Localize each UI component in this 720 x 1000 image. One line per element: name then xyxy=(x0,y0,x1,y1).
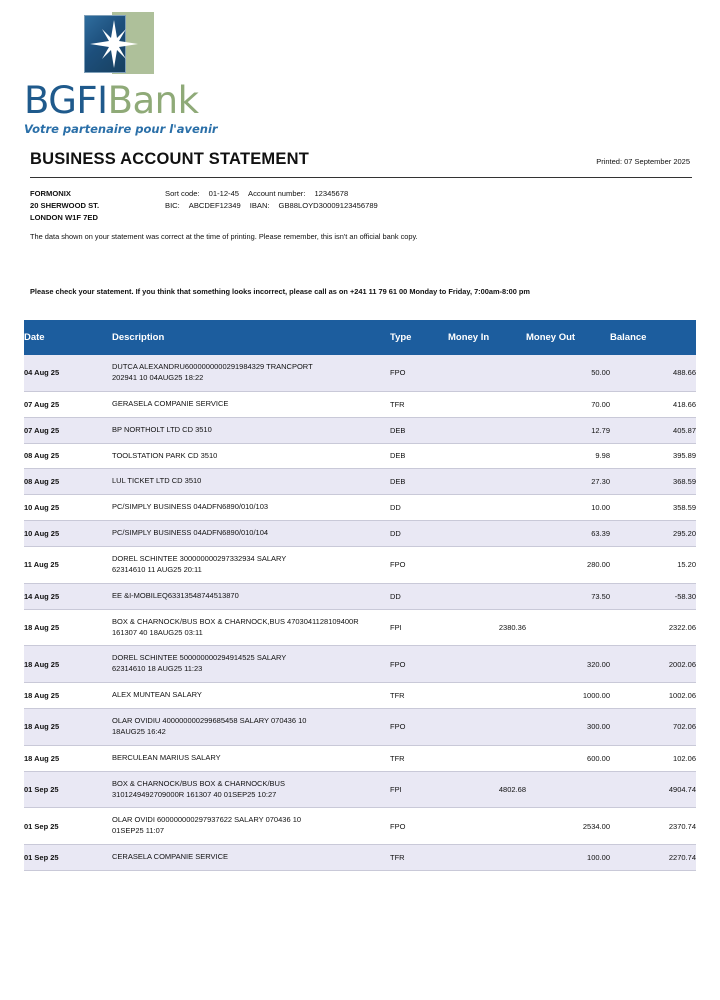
cell-money-in xyxy=(448,845,526,871)
cell-type: FPI xyxy=(390,609,448,646)
cell-date: 07 Aug 25 xyxy=(24,391,112,417)
printing-notice: The data shown on your statement was correct at the time of printing. Please remember, this isn't an official bank copy. xyxy=(30,232,418,241)
title-row xyxy=(30,150,690,169)
table-header-row xyxy=(24,320,696,355)
description-line-1: PC/SIMPLY BUSINESS 04ADFN6890/010/104 xyxy=(112,528,269,538)
table-row[interactable] xyxy=(24,391,696,417)
table-body xyxy=(24,355,696,871)
cell-type: FPO xyxy=(390,709,448,746)
table-row[interactable] xyxy=(24,845,696,871)
description-line-1: TOOLSTATION PARK CD 3510 xyxy=(112,450,218,460)
cell-money-out: 600.00 xyxy=(526,745,610,771)
cell-type: TFR xyxy=(390,845,448,871)
column-header-description[interactable]: Description xyxy=(112,320,390,355)
table-header xyxy=(24,320,696,355)
table-row[interactable] xyxy=(24,709,696,746)
cell-balance: 488.66 xyxy=(610,355,696,391)
cell-balance: 4904.74 xyxy=(610,771,696,808)
table-row[interactable] xyxy=(24,417,696,443)
cell-description xyxy=(112,495,390,521)
logo-primary-text: BGFI xyxy=(24,79,108,122)
logo-mark xyxy=(74,12,166,76)
description-line-1: DOREL SCHINTEE 300000000297332934 SALARY xyxy=(112,554,287,563)
cell-money-in xyxy=(448,469,526,495)
cell-date: 08 Aug 25 xyxy=(24,469,112,495)
cell-date: 01 Sep 25 xyxy=(24,771,112,808)
cell-balance: 358.59 xyxy=(610,495,696,521)
cell-date: 07 Aug 25 xyxy=(24,417,112,443)
transactions-table xyxy=(24,320,696,871)
cell-money-out: 280.00 xyxy=(526,547,610,584)
bank-logo xyxy=(24,12,324,136)
cell-balance: 2370.74 xyxy=(610,808,696,845)
cell-money-out: 320.00 xyxy=(526,646,610,683)
cell-money-out: 12.79 xyxy=(526,417,610,443)
cell-money-out: 300.00 xyxy=(526,709,610,746)
cell-money-in xyxy=(448,417,526,443)
cell-date: 10 Aug 25 xyxy=(24,521,112,547)
cell-type: DEB xyxy=(390,443,448,469)
account-identifiers xyxy=(165,188,387,223)
cell-money-in xyxy=(448,583,526,609)
cell-type: TFR xyxy=(390,683,448,709)
iban-label: IBAN: xyxy=(249,200,270,210)
cell-type: TFR xyxy=(390,391,448,417)
cell-date: 01 Sep 25 xyxy=(24,845,112,871)
description-line-1: BOX & CHARNOCK/BUS BOX & CHARNOCK/BUS xyxy=(112,778,285,788)
cell-type: FPO xyxy=(390,547,448,584)
cell-description xyxy=(112,355,390,391)
account-number-label: Account number: xyxy=(248,189,306,198)
description-line-1: EE &I-MOBILEQ63313548744513870 xyxy=(112,590,239,600)
description-line-1: BERCULEAN MARIUS SALARY xyxy=(112,752,221,762)
cell-date: 18 Aug 25 xyxy=(24,709,112,746)
cell-money-in xyxy=(448,495,526,521)
column-header-money-out[interactable]: Money Out xyxy=(526,320,610,355)
cell-balance: 395.89 xyxy=(610,443,696,469)
table-row[interactable] xyxy=(24,495,696,521)
cell-money-in xyxy=(448,646,526,683)
table-row[interactable] xyxy=(24,609,696,646)
cell-description xyxy=(112,443,390,469)
cell-balance: 15.20 xyxy=(610,547,696,584)
description-line-2: 3101249492709000R 161307 40 01SEP25 10:27 xyxy=(112,789,277,799)
cell-type: FPI xyxy=(390,771,448,808)
column-header-money-in[interactable]: Money In xyxy=(448,320,526,355)
account-holder-address xyxy=(30,188,165,223)
cell-description xyxy=(112,646,390,683)
cell-balance: 405.87 xyxy=(610,417,696,443)
cell-money-out xyxy=(526,771,610,808)
description-line-2: 18AUG25 16:42 xyxy=(112,726,166,736)
description-line-2: 01SEP25 11:07 xyxy=(112,826,164,836)
cell-description xyxy=(112,609,390,646)
cell-description xyxy=(112,583,390,609)
bic-iban-line xyxy=(165,200,387,212)
table-row[interactable] xyxy=(24,521,696,547)
address-line-2: LONDON W1F 7ED xyxy=(30,212,98,222)
cell-money-out: 10.00 xyxy=(526,495,610,521)
cell-money-out xyxy=(526,609,610,646)
cell-description xyxy=(112,709,390,746)
account-number-value: 12345678 xyxy=(314,189,349,198)
cell-balance: 102.06 xyxy=(610,745,696,771)
cell-balance: 2270.74 xyxy=(610,845,696,871)
table-row[interactable] xyxy=(24,583,696,609)
account-holder-name: FORMONIX xyxy=(30,189,71,198)
cell-description xyxy=(112,469,390,495)
cell-money-in xyxy=(448,391,526,417)
cell-balance: -58.30 xyxy=(610,583,696,609)
cell-money-in: 4802.68 xyxy=(448,771,526,808)
cell-money-in: 2380.36 xyxy=(448,609,526,646)
cell-money-in xyxy=(448,808,526,845)
cell-description xyxy=(112,391,390,417)
cell-date: 10 Aug 25 xyxy=(24,495,112,521)
cell-balance: 295.20 xyxy=(610,521,696,547)
cell-type: FPO xyxy=(390,646,448,683)
account-info xyxy=(30,188,692,223)
page-title: BUSINESS ACCOUNT STATEMENT xyxy=(30,150,309,168)
description-line-1: OLAR OVIDIU 400000000299685458 SALARY 070436 10 xyxy=(112,716,307,725)
cell-balance: 1002.06 xyxy=(610,683,696,709)
cell-type: TFR xyxy=(390,745,448,771)
cell-date: 08 Aug 25 xyxy=(24,443,112,469)
cell-money-out: 9.98 xyxy=(526,443,610,469)
cell-money-in xyxy=(448,443,526,469)
description-line-1: BOX & CHARNOCK/BUS BOX & CHARNOCK,BUS 4703041128109400R xyxy=(112,616,359,626)
table-row[interactable] xyxy=(24,355,696,391)
sort-code-label: Sort code: xyxy=(165,189,200,198)
description-line-2: 62314610 11 AUG25 20:11 xyxy=(112,564,202,574)
cell-money-in xyxy=(448,683,526,709)
cell-date: 18 Aug 25 xyxy=(24,745,112,771)
table-row[interactable] xyxy=(24,547,696,584)
cell-date: 18 Aug 25 xyxy=(24,646,112,683)
cell-description xyxy=(112,417,390,443)
cell-type: DD xyxy=(390,583,448,609)
cell-balance: 418.66 xyxy=(610,391,696,417)
table-row[interactable] xyxy=(24,808,696,845)
iban-value: GB88LOYD30009123456789 xyxy=(278,200,378,210)
logo-tagline: Votre partenaire pour l'avenir xyxy=(24,122,218,136)
cell-balance: 2322.06 xyxy=(610,609,696,646)
cell-date: 04 Aug 25 xyxy=(24,355,112,391)
cell-type: FPO xyxy=(390,355,448,391)
description-line-1: LUL TICKET LTD CD 3510 xyxy=(112,476,202,486)
description-line-2: 202941 10 04AUG25 18:22 xyxy=(112,372,204,382)
cell-description xyxy=(112,745,390,771)
column-header-date[interactable]: Date xyxy=(24,320,112,355)
description-line-1: GERASELA COMPANIE SERVICE xyxy=(112,398,229,408)
bic-value: ABCDEF12349 xyxy=(188,200,241,210)
cell-money-in xyxy=(448,547,526,584)
cell-balance: 368.59 xyxy=(610,469,696,495)
table-row[interactable] xyxy=(24,646,696,683)
bic-label: BIC: xyxy=(165,200,180,210)
description-line-1: CERASELA COMPANIE SERVICE xyxy=(112,852,229,862)
cell-type: DD xyxy=(390,495,448,521)
cell-description xyxy=(112,521,390,547)
logo-wordmark xyxy=(24,79,324,122)
table-row[interactable] xyxy=(24,683,696,709)
cell-money-out: 63.39 xyxy=(526,521,610,547)
cell-type: DEB xyxy=(390,469,448,495)
cell-money-out: 27.30 xyxy=(526,469,610,495)
description-line-1: DOREL SCHINTEE 500000000294914525 SALARY xyxy=(112,653,287,663)
star-burst-icon xyxy=(88,20,140,68)
column-header-balance[interactable]: Balance xyxy=(610,320,696,355)
cell-description xyxy=(112,845,390,871)
contact-notice: Please check your statement. If you think that something looks incorrect, please call as on +241 11 79 61 00 Monday to Friday, 7:00am-8:00 pm xyxy=(30,287,530,296)
cell-description xyxy=(112,683,390,709)
cell-money-in xyxy=(448,355,526,391)
cell-description xyxy=(112,808,390,845)
table-row[interactable] xyxy=(24,469,696,495)
address-line-1: 20 SHERWOOD ST. xyxy=(30,200,100,210)
cell-money-out: 70.00 xyxy=(526,391,610,417)
description-line-1: DUTCA ALEXANDRU6000000000291984329 TRANCPORT xyxy=(112,362,313,371)
cell-date: 18 Aug 25 xyxy=(24,609,112,646)
description-line-1: ALEX MUNTEAN SALARY xyxy=(112,690,202,700)
description-line-1: BP NORTHOLT LTD CD 3510 xyxy=(112,424,212,434)
cell-balance: 2002.06 xyxy=(610,646,696,683)
table-row[interactable] xyxy=(24,771,696,808)
printed-date: Printed: 07 September 2025 xyxy=(596,157,690,166)
cell-money-in xyxy=(448,521,526,547)
logo-secondary-text: Bank xyxy=(107,79,199,122)
cell-description xyxy=(112,547,390,584)
cell-money-in xyxy=(448,745,526,771)
description-line-1: PC/SIMPLY BUSINESS 04ADFN6890/010/103 xyxy=(112,502,269,512)
cell-money-in xyxy=(448,709,526,746)
table-row[interactable] xyxy=(24,745,696,771)
cell-date: 01 Sep 25 xyxy=(24,808,112,845)
cell-date: 11 Aug 25 xyxy=(24,547,112,584)
description-line-1: OLAR OVIDI 600000000297937622 SALARY 070436 10 xyxy=(112,815,302,825)
cell-type: DD xyxy=(390,521,448,547)
sort-code-line xyxy=(165,188,387,200)
description-line-2: 161307 40 18AUG25 03:11 xyxy=(112,627,203,637)
cell-type: FPO xyxy=(390,808,448,845)
cell-date: 14 Aug 25 xyxy=(24,583,112,609)
title-divider xyxy=(30,177,692,178)
cell-money-out: 1000.00 xyxy=(526,683,610,709)
description-line-2: 62314610 18 AUG25 11:23 xyxy=(112,664,203,674)
transactions-table-wrapper xyxy=(24,320,696,871)
cell-money-out: 100.00 xyxy=(526,845,610,871)
cell-type: DEB xyxy=(390,417,448,443)
table-row[interactable] xyxy=(24,443,696,469)
column-header-type[interactable]: Type xyxy=(390,320,448,355)
sort-code-value: 01-12-45 xyxy=(208,189,240,198)
cell-date: 18 Aug 25 xyxy=(24,683,112,709)
cell-money-out: 73.50 xyxy=(526,583,610,609)
cell-money-out: 2534.00 xyxy=(526,808,610,845)
cell-balance: 702.06 xyxy=(610,709,696,746)
cell-description xyxy=(112,771,390,808)
cell-money-out: 50.00 xyxy=(526,355,610,391)
